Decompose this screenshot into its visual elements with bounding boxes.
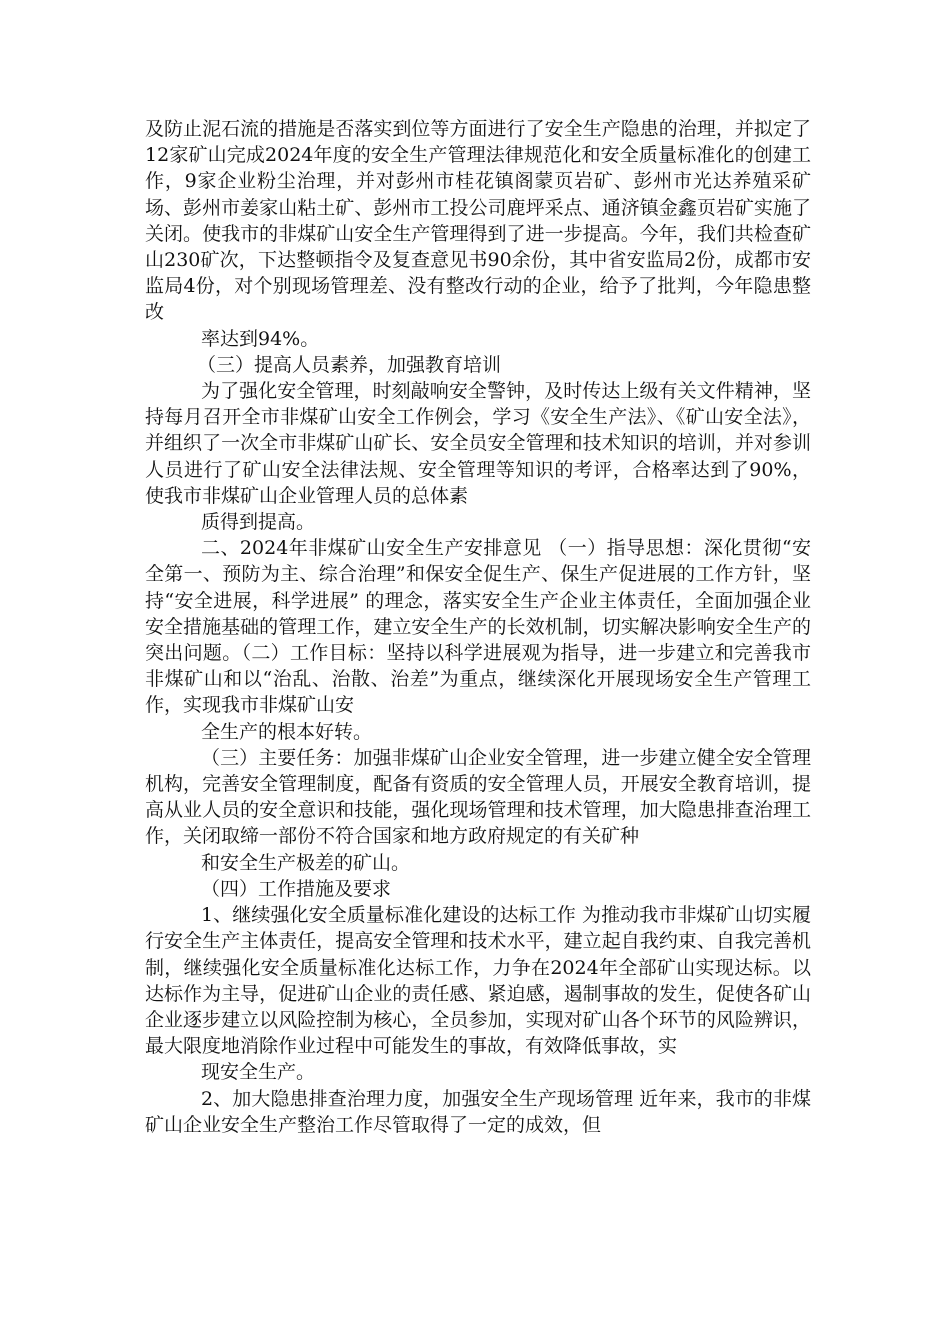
paragraph-fundamental-improvement: 全生产的根本好转。 (201, 720, 373, 743)
paragraph-rectification-rate: 率达到94%。 (201, 327, 320, 350)
paragraph-training: 为了强化安全管理，时刻敲响安全警钟，及时传达上级有关文件精神，坚持每月召开全市非煤矿山安全工作例会，学习《安全生产法》、《矿山安全法》，并组织了一次全市非煤矿山矿长、安全员安全管理和技术知识的培训，并对参训人员进行了矿山安全法律法规、安全管理等知识的考评，合格率达到了90%，使我市非煤矿山企业管理人员的总体素 (145, 380, 811, 507)
paragraph-hazard-inspection: 2、加大隐患排查治理力度，加强安全生产现场管理 近年来，我市的非煤矿山企业安全生产整治工作尽管取得了一定的成效，但 (145, 1087, 811, 1136)
paragraph-main-tasks: （三）主要任务：加强非煤矿山企业安全管理，进一步建立健全安全管理机构，完善安全管理制度，配备有资质的安全管理人员，开展安全教育培训，提高从业人员的安全意识和技能，强化现场管理和技术管理，加大隐患排查治理工作，关闭取缔一部份不符合国家和地方政府规定的有关矿种 (145, 746, 811, 848)
paragraph-safe-production: 现安全生产。 (201, 1061, 316, 1084)
paragraph-standardization: 1、继续强化安全质量标准化建设的达标工作 为推动我市非煤矿山切实履行安全生产主体责任，提高安全管理和技术水平，建立起自我约束、自我完善机制，继续强化安全质量标准化达标工作，力争在2024年全部矿山实现达标。以达标作为主导，促进矿山企业的责任感、紧迫感，遏制事故的发生，促使各矿山企业逐步建立以风险控制为核心，全员参加，实现对矿山各个环节的风险辨识，最大限度地消除作业过程中可能发生的事故，有效降低事故，实 (145, 904, 811, 1058)
section-heading-measures: （四）工作措施及要求 (201, 877, 392, 900)
paragraph-quality-improved: 质得到提高。 (201, 511, 316, 534)
paragraph-poor-safety-mines: 和安全生产极差的矿山。 (201, 851, 411, 874)
document-page (145, 116, 811, 1138)
paragraph-2024-plan: 二、2024年非煤矿山安全生产安排意见 （一）指导思想：深化贯彻“安全第一、预防为主、综合治理”和保安全促生产、保生产促进展的工作方针，坚持“安全进展，科学进展” 的理念，落实安全生产企业主体责任，全面加强企业安全措施基础的管理工作，建立安全生产的长效机制，切实解决影响安全生产的突出问题。（二）工作目标：坚持以科学进展观为指导，进一步建立和完善我市非煤矿山和以“治乱、治散、治差”为重点，继续深化开展现场安全生产管理工作，实现我市非煤矿山安 (145, 537, 811, 717)
paragraph-mine-hazard-governance: 及防止泥石流的措施是否落实到位等方面进行了安全生产隐患的治理，并拟定了12家矿山完成2024年度的安全生产管理法律规范化和安全质量标准化的创建工作，9家企业粉尘治理，并对彭州市桂花镇阁蒙页岩矿、彭州市光达养殖采矿场、彭州市姜家山粘土矿、彭州市工投公司鹿坪采点、通济镇金鑫页岩矿实施了关闭。使我市的非煤矿山安全生产管理得到了进一步提高。今年，我们共检查矿山230矿次，下达整顿指令及复查意见书90余份，其中省安监局2份，成都市安监局4份，对个别现场管理差、没有整改行动的企业，给予了批判，今年隐患整改 (145, 118, 811, 324)
section-heading-training: （三）提高人员素养，加强教育培训 (197, 353, 502, 376)
